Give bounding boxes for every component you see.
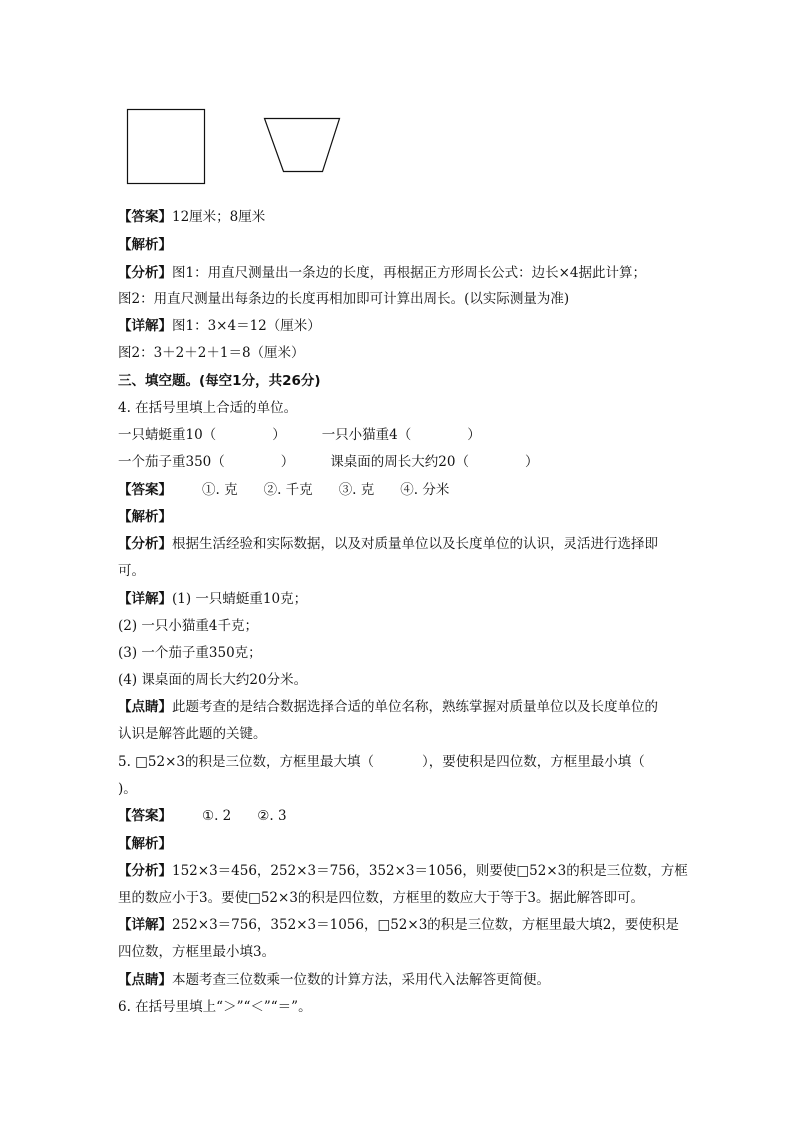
q4-fenxi-text1: 根据生活经验和实际数据，以及对质量单位以及长度单位的认识，灵活进行选择即 — [172, 536, 658, 552]
q4-dianjing-tag: 【点睛】 — [118, 699, 172, 715]
q4-blank3-prefix: 一个茄子重350（ — [118, 454, 225, 470]
q5-detail-line2: 四位数，方框里最小填3。 — [118, 944, 276, 960]
square-figure — [128, 110, 205, 184]
q4-analysis-tag: 【解析】 — [118, 509, 172, 525]
q5-answer-2: ②. 3 — [257, 808, 287, 824]
q5-fenxi-text1: 152×3＝456，252×3＝756，352×3＝1056，则要使□52×3的积是三位数，方框 — [172, 863, 688, 879]
q4-detail-line1 — [118, 590, 307, 608]
q4-answer-2: ②. 千克 — [263, 482, 313, 498]
q3-detail-text1: 图1：3×4＝12（厘米） — [172, 318, 321, 334]
q4-dianjing-line1 — [118, 698, 658, 716]
q4-answer-line — [118, 481, 449, 499]
q4-blank2-close: ） — [467, 427, 481, 443]
q4-fenxi-line1 — [118, 535, 658, 553]
q4-blank1-prefix: 一只蜻蜓重10（ — [118, 427, 217, 443]
q3-detail-line2 — [118, 344, 305, 362]
q3-answer-line — [118, 208, 265, 226]
q4-answer-3: ③. 克 — [338, 482, 375, 498]
q4-blank1-close: ） — [272, 427, 286, 443]
q4-answer-tag: 【答案】 — [118, 482, 172, 498]
q4-blank3-close: ） — [280, 454, 295, 470]
figure-shapes — [0, 0, 794, 200]
q4-row2 — [118, 453, 538, 471]
q4-dianjing-line2: 认识是解答此题的关键。 — [118, 726, 267, 742]
q4-answer-1: ①. 克 — [202, 482, 238, 498]
q4-detail-line3: (3) 一个茄子重350克； — [118, 645, 262, 661]
q4-title: 4. 在括号里填上合适的单位。 — [118, 400, 298, 416]
q3-analysis-line — [118, 236, 172, 254]
q5-analysis-line — [118, 835, 172, 853]
q4-fenxi-line2 — [118, 562, 145, 580]
q4-fenxi-tag: 【分析】 — [118, 536, 172, 552]
q5-detail-text1: 252×3＝756，352×3＝1056，□52×3的积是三位数，方框里最大填2，要使积是 — [172, 917, 679, 933]
q3-fenxi-line2 — [118, 290, 569, 308]
q4-blank2-prefix: 一只小猫重4（ — [321, 427, 412, 443]
q4-answer-4: ④. 分米 — [400, 482, 450, 498]
q5-detail-line1 — [118, 916, 679, 934]
q4-detail-line4: (4) 课桌面的周长大约20分米。 — [118, 672, 308, 688]
q4-fenxi-text2: 可。 — [118, 563, 145, 579]
q5-answer-line — [118, 807, 287, 825]
q5-fenxi-line1 — [118, 862, 688, 880]
q5-dianjing-tag: 【点睛】 — [118, 972, 172, 988]
q5-title-line1 — [118, 753, 645, 771]
q3-detail-line1 — [118, 317, 321, 335]
q6-title: 6. 在括号里填上“＞”“＜”“＝”。 — [118, 999, 312, 1015]
q3-detail-tag: 【详解】 — [118, 318, 172, 334]
q3-fenxi-line1 — [118, 264, 646, 282]
q3-fenxi-text1: 图1：用直尺测量出一条边的长度，再根据正方形周长公式：边长×4据此计算； — [172, 265, 646, 281]
q5-answer-tag: 【答案】 — [118, 808, 172, 824]
q5-analysis-tag: 【解析】 — [118, 836, 172, 852]
q3-fenxi-tag: 【分析】 — [118, 265, 172, 281]
q4-analysis-line — [118, 508, 172, 526]
q3-fenxi-text2: 图2：用直尺测量出每条边的长度再相加即可计算出周长。(以实际测量为准) — [118, 291, 570, 307]
q4-detail-tag: 【详解】 — [118, 591, 172, 607]
q5-fenxi-line2: 里的数应小于3。要使□52×3的积是四位数，方框里的数应大于等于3。据此解答即可。 — [118, 890, 645, 906]
section-heading: 三、填空题。(每空1分，共26分) — [118, 373, 321, 389]
q4-blank4-prefix: 课桌面的周长大约20（ — [330, 454, 469, 470]
trapezoid-figure — [265, 119, 340, 172]
q5-detail-tag: 【详解】 — [118, 917, 172, 933]
q5-dianjing-line1 — [118, 971, 550, 989]
q3-analysis-tag: 【解析】 — [118, 237, 172, 253]
q4-detail-line2: (2) 一只小猫重4千克； — [118, 618, 259, 634]
q5-title-part2: ），要使积是四位数，方框里最小填（ — [422, 754, 645, 770]
q5-dianjing-text1: 本题考查三位数乘一位数的计算方法，采用代入法解答更简便。 — [172, 972, 550, 988]
q3-answer-tag: 【答案】 — [118, 209, 172, 225]
q5-title-line2: )。 — [118, 781, 137, 797]
q3-detail-text2: 图2：3＋2＋2＋1＝8（厘米） — [118, 345, 305, 361]
q3-answer-text: 12厘米；8厘米 — [172, 209, 266, 225]
q5-answer-1: ①. 2 — [202, 808, 232, 824]
q4-dianjing-text1: 此题考查的是结合数据选择合适的单位名称，熟练掌握对质量单位以及长度单位的 — [172, 699, 658, 715]
q5-fenxi-tag: 【分析】 — [118, 863, 172, 879]
q4-detail-text1: (1) 一只蜻蜓重10克； — [172, 591, 308, 607]
q5-title-part1: 5. □52×3的积是三位数，方框里最大填（ — [118, 754, 375, 770]
q4-row1 — [118, 426, 481, 444]
q4-blank4-close: ） — [524, 454, 539, 470]
